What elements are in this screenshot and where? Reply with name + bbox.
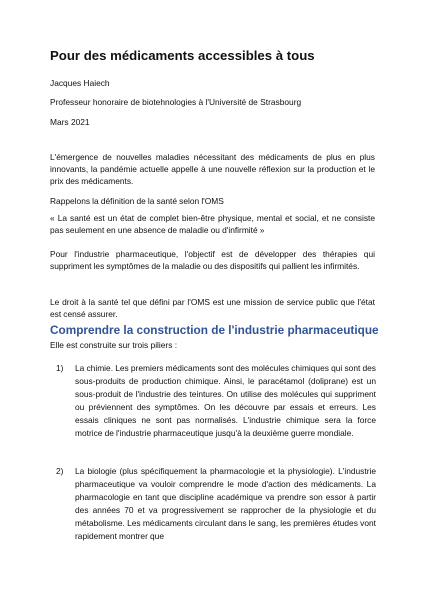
author-name: Jacques Haiech xyxy=(50,78,110,88)
list-item-text: La chimie. Les premiers médicaments sont des molécules chimiques qui sont des sous-produits de production chimique. Ainsi, le paracétamol (doliprane) est un sous-produit de l'industrie des teintures. On utilise des molécules qui suppriment ou préviennent des symptômes. On les découvre par essais et erreurs. Les essais cliniques ne sont pas normalisés. L'industrie chimique sera la force motrice de l'industrie pharmaceutique jusqu'à la deuxième guerre mondiale. xyxy=(75,363,376,439)
document-title: Pour des médicaments accessibles à tous xyxy=(50,48,315,63)
intro-paragraph: L'émergence de nouvelles maladies nécessitant des médicaments de plus en plus innovants, la pandémie actuelle appelle à une nouvelle réflexion sur la production et le prix des médicaments. xyxy=(50,152,375,186)
author-affiliation: Professeur honoraire de biotehnologies à l'Université de Strasbourg xyxy=(50,97,302,107)
list-item-number: 2) xyxy=(56,466,64,476)
document-date: Mars 2021 xyxy=(50,117,90,127)
public-service-paragraph: Le droit à la santé tel que défini par l'OMS est une mission de service public que l'état est censé assurer. xyxy=(50,297,375,319)
list-item-text: La biologie (plus spécifiquement la pharmacologie et la physiologie). L'industrie pharmaceutique va vouloir comprendre le mode d'action des médicaments. La pharmacologie en tant que discipline académique va prendre son essor à partir des années 70 et va progressivement se rapprocher de la physiologie et du métabolisme. Les médicaments circulant dans le sang, les premières études vont rapidement montrer que xyxy=(75,466,376,542)
oms-quote-paragraph: « La santé est un état de complet bien-être physique, mental et social, et ne consiste pas seulement en une absence de maladie ou d'infirmité » xyxy=(50,213,375,235)
list-item-number: 1) xyxy=(56,363,64,373)
oms-intro-paragraph: Rappelons la définition de la santé selon l'OMS xyxy=(50,196,224,206)
list-item xyxy=(56,362,376,441)
list-item xyxy=(56,465,376,544)
section-lead: Elle est construite sur trois piliers : xyxy=(50,340,178,350)
section-heading: Comprendre la construction de l'industrie pharmaceutique xyxy=(50,323,379,337)
industry-goal-paragraph: Pour l'industrie pharmaceutique, l'objectif est de développer des thérapies qui suppriment les symptômes de la maladie ou des dispositifs qui pallient les infirmités. xyxy=(50,249,375,271)
